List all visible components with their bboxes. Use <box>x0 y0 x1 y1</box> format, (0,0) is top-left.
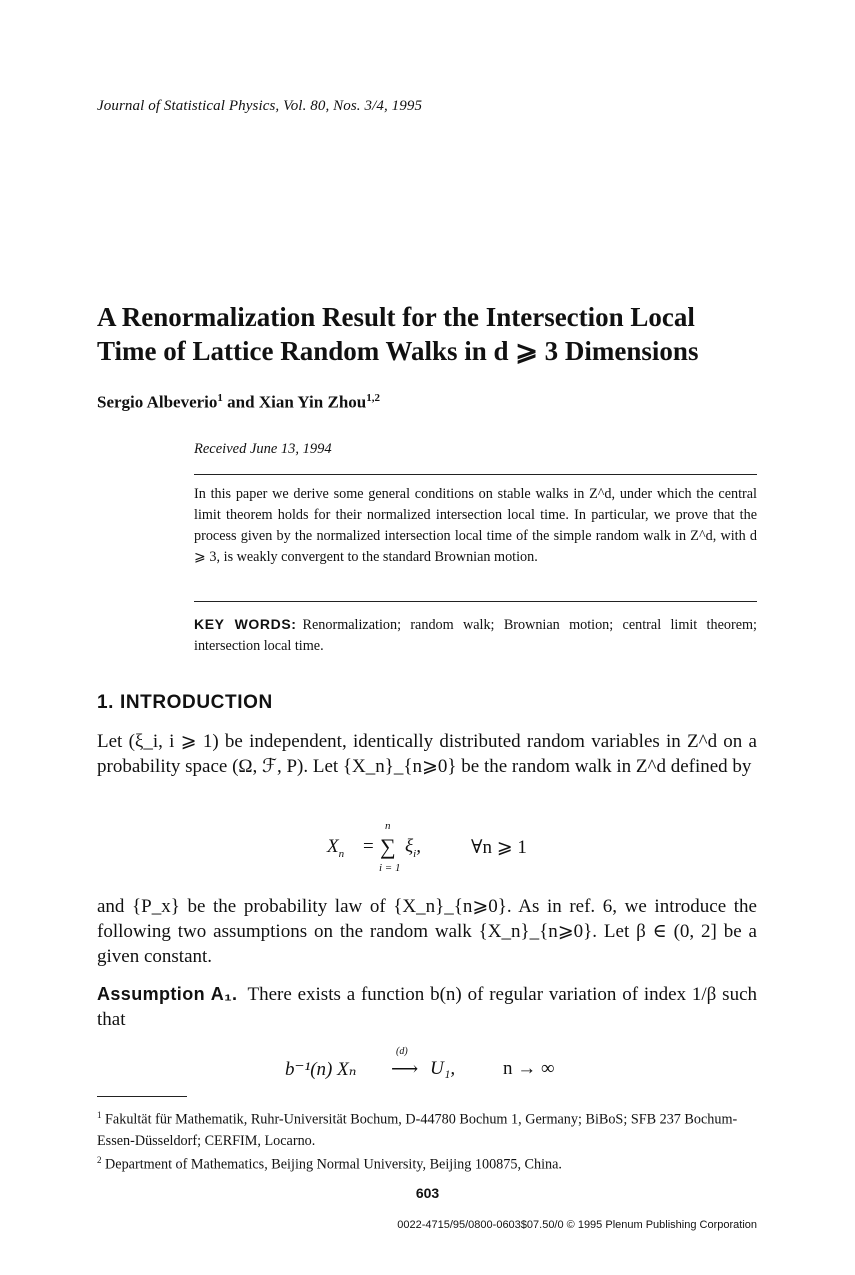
section-number: 1. <box>97 692 115 713</box>
intro-paragraph-1: Let (ξ_i, i ⩾ 1) be independent, identically distributed random variables in Z^d on a probability space (Ω, ℱ, P). Let {X_n}_{n⩾0} be the random walk in Z^d defined by <box>97 731 757 777</box>
equation-random-walk <box>327 818 627 878</box>
title-line-2: Time of Lattice Random Walks in d ⩾ 3 Dimensions <box>97 336 699 366</box>
abstract: In this paper we derive some general conditions on stable walks in Z^d, under which the central limit theorem holds for their normalized intersection local time. In particular, we prove that the process given by the normalized intersection local time of the simple random walk in Z^d, with d ⩾ 3, is weakly convergent to the standard Brownian motion. <box>194 486 757 565</box>
abstract-top-rule <box>194 474 757 475</box>
received-date: Received June 13, 1994 <box>194 441 332 457</box>
footnote-rule <box>97 1096 187 1097</box>
footnote-mark: 2 <box>97 1155 102 1165</box>
eq2-arrow: ⟶ <box>391 1059 419 1080</box>
keywords-label: KEY WORDS: <box>194 616 297 632</box>
author-name: Sergio Albeverio <box>97 392 218 412</box>
eq2-condition: n → ∞ <box>503 1058 555 1079</box>
eq-equals: = <box>363 836 374 857</box>
abstract-bottom-rule <box>194 601 757 602</box>
footnote-1 <box>97 1105 757 1152</box>
eq2-arrow-label: (d) <box>396 1046 408 1057</box>
keywords-text: Renormalization; random walk; Brownian motion; central limit theorem; intersection local time. <box>194 617 757 654</box>
assumption-a1 <box>97 982 757 1032</box>
author-name: Xian Yin Zhou <box>258 392 367 412</box>
equation-convergence <box>285 1046 575 1084</box>
eq-condition: ∀n ⩾ 1 <box>471 837 527 858</box>
footnote-text: Fakultät für Mathematik, Ruhr-Universität Bochum, D-44780 Bochum 1, Germany; BiBoS; SFB 237 Bochum-Essen-Düsseldorf; CERFIM, Locarno. <box>97 1111 738 1149</box>
eq2-rhs: U₁, <box>430 1058 456 1079</box>
section-heading <box>97 692 273 714</box>
footnote-mark: 1 <box>97 1110 102 1120</box>
copyright-line: 0022-4715/95/0800-0603$07.50/0 © 1995 Plenum Publishing Corporation <box>397 1219 757 1231</box>
title-line-1: A Renormalization Result for the Intersection Local <box>97 302 695 332</box>
section-title: INTRODUCTION <box>119 692 273 713</box>
page-number: 603 <box>415 1185 440 1201</box>
journal-citation: Journal of Statistical Physics, Vol. 80, Nos. 3/4, 1995 <box>97 98 423 114</box>
sum-symbol: ∑ <box>380 834 396 859</box>
author-affiliation-mark: 1 <box>217 392 223 404</box>
footnote-text: Department of Mathematics, Beijing Normal University, Beijing 100875, China. <box>105 1156 562 1173</box>
footnote-2 <box>97 1150 757 1176</box>
sum-upper-limit: n <box>385 820 391 832</box>
assumption-label: Assumption A₁. <box>97 984 238 1004</box>
sum-lower-limit: i = 1 <box>379 862 401 874</box>
eq-term: $\xi_i$, <box>405 836 421 860</box>
author-affiliation-mark: 1,2 <box>366 392 380 404</box>
assumption-text: There exists a function b(n) of regular variation of index 1/β such that <box>97 984 758 1030</box>
keywords <box>194 614 757 657</box>
eq2-lhs: b⁻¹(n) Xₙ <box>285 1059 357 1080</box>
intro-paragraph-2: and {P_x} be the probability law of {X_n}_{n⩾0}. As in ref. 6, we introduce the following two assumptions on the random walk {X_n}_{n⩾0}. Let β ∈ (0, 2] be a given constant. <box>97 896 757 967</box>
eq-lhs: $X_n$ <box>327 836 345 860</box>
author-conjunction: and <box>227 392 255 412</box>
author-list <box>97 392 380 413</box>
paper-title <box>97 300 777 368</box>
